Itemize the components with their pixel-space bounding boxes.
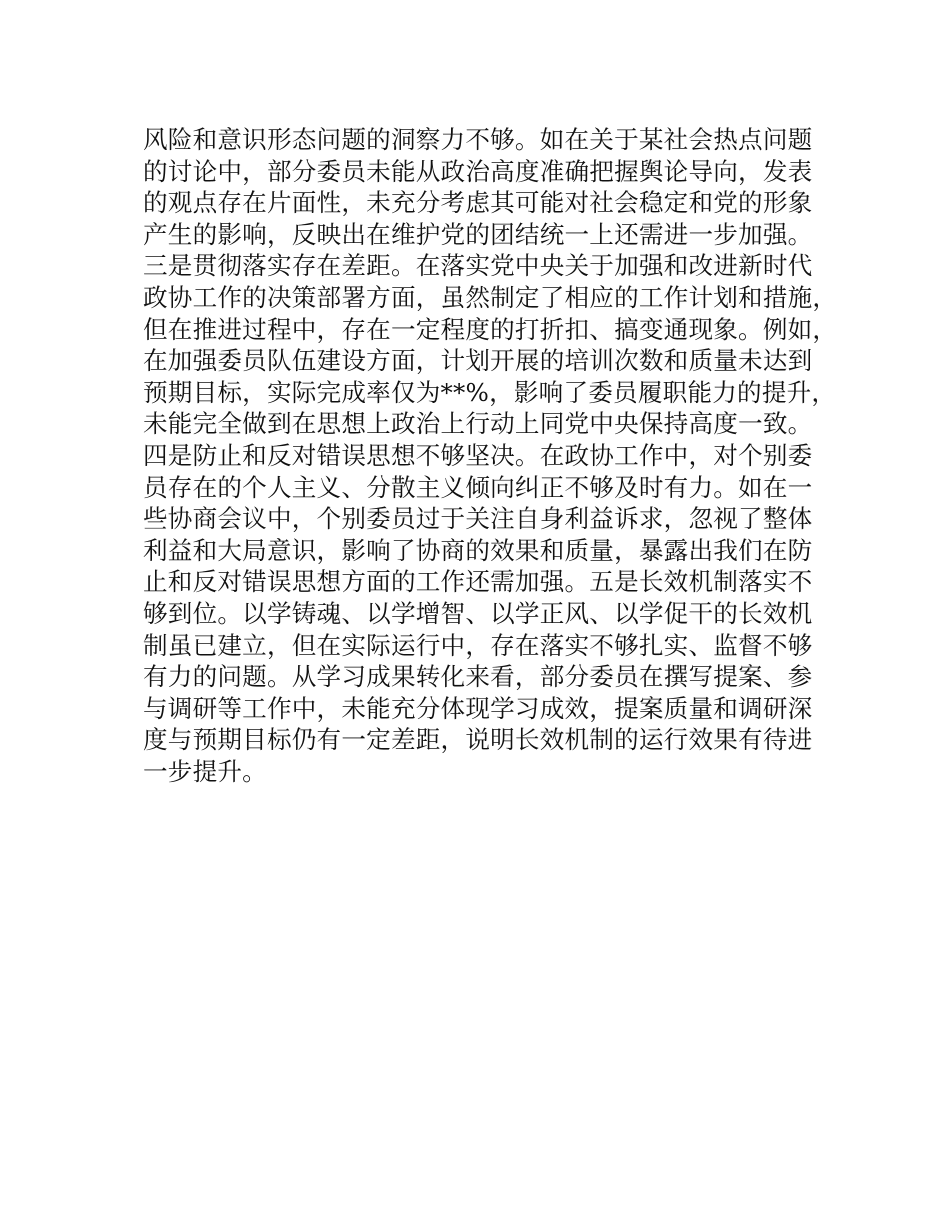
text-line: 利益和大局意识，影响了协商的效果和质量，暴露出我们在防 [143,535,813,565]
text-line: 与调研等工作中，未能充分体现学习成效，提案质量和调研深 [143,693,813,723]
text-line: 够到位。以学铸魂、以学增智、以学正风、以学促干的长效机 [143,598,813,628]
text-line: 度与预期目标仍有一定差距，说明长效机制的运行效果有待进 [143,725,813,755]
text-line: 产生的影响，反映出在维护党的团结统一上还需进一步加强。 [143,219,813,249]
text-line: 有力的问题。从学习成果转化来看，部分委员在撰写提案、参 [143,662,813,692]
body-paragraph [143,124,838,787]
text-line: 风险和意识形态问题的洞察力不够。如在关于某社会热点问题 [143,125,813,154]
text-line: 的观点存在片面性，未充分考虑其可能对社会稳定和党的形象 [143,188,813,218]
text-line: 一步提升。 [143,756,267,786]
text-line: 但在推进过程中，存在一定程度的打折扣、搞变通现象。例如， [143,314,838,344]
text-line: 未能完全做到在思想上政治上行动上同党中央保持高度一致。 [143,409,813,439]
text-line: 政协工作的决策部署方面，虽然制定了相应的工作计划和措施， [143,282,838,312]
text-line: 预期目标，实际完成率仅为**%，影响了委员履职能力的提升， [143,377,837,407]
text-line: 四是防止和反对错误思想不够坚决。在政协工作中，对个别委 [143,440,813,470]
text-line: 些协商会议中，个别委员过于关注自身利益诉求，忽视了整体 [143,504,813,534]
text-line: 的讨论中，部分委员未能从政治高度准确把握舆论导向，发表 [143,156,813,186]
text-line: 制虽已建立，但在实际运行中，存在落实不够扎实、监督不够 [143,630,813,660]
text-line: 三是贯彻落实存在差距。在落实党中央关于加强和改进新时代 [143,251,813,281]
text-line: 员存在的个人主义、分散主义倾向纠正不够及时有力。如在一 [143,472,813,502]
text-line: 在加强委员队伍建设方面，计划开展的培训次数和质量未达到 [143,346,813,376]
text-line: 止和反对错误思想方面的工作还需加强。五是长效机制落实不 [143,567,813,597]
